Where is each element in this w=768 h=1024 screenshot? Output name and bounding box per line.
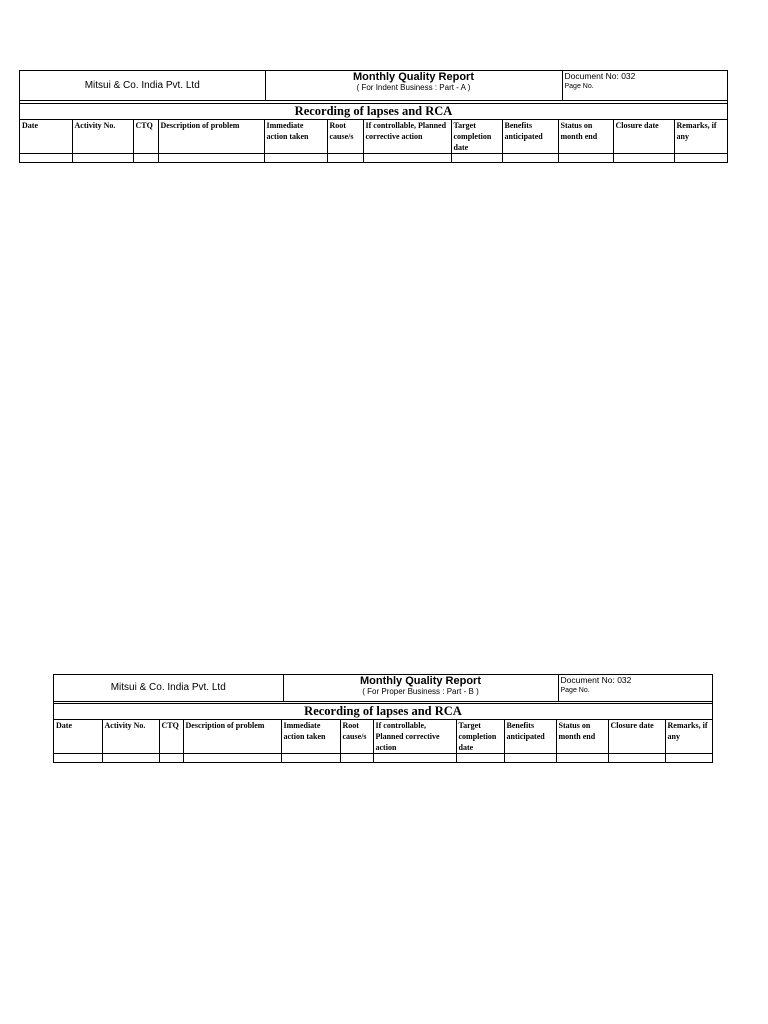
section-title: Recording of lapses and RCA bbox=[20, 103, 727, 120]
cell[interactable] bbox=[674, 153, 727, 162]
cell[interactable] bbox=[608, 753, 665, 762]
cell[interactable] bbox=[613, 153, 674, 162]
cell[interactable] bbox=[20, 153, 72, 162]
document-number: Document No: 032 bbox=[560, 675, 632, 685]
col-remarks: Remarks, if any bbox=[665, 720, 712, 754]
report-title-cell bbox=[265, 71, 562, 100]
report-subtitle: ( For Indent Business : Part - A ) bbox=[356, 83, 471, 92]
column-header-row bbox=[20, 120, 727, 154]
table-row bbox=[20, 153, 727, 162]
col-activity-no: Activity No. bbox=[102, 720, 159, 754]
col-date: Date bbox=[20, 120, 72, 154]
document-number: Document No: 032 bbox=[564, 71, 636, 81]
cell[interactable] bbox=[665, 753, 712, 762]
cell[interactable] bbox=[102, 753, 159, 762]
cell[interactable] bbox=[264, 153, 327, 162]
page-number: Page No. bbox=[560, 687, 590, 694]
lapses-table bbox=[54, 720, 712, 762]
col-immediate-action: Immediate action taken bbox=[264, 120, 327, 154]
company-name: Mitsui & Co. India Pvt. Ltd bbox=[20, 71, 265, 100]
cell[interactable] bbox=[451, 153, 502, 162]
col-closure-date: Closure date bbox=[608, 720, 665, 754]
col-corrective-action: If controllable, Planned corrective action bbox=[373, 720, 456, 754]
col-status: Status on month end bbox=[556, 720, 608, 754]
report-title: Monthly Quality Report bbox=[360, 675, 481, 687]
col-closure-date: Closure date bbox=[613, 120, 674, 154]
cell[interactable] bbox=[504, 753, 556, 762]
report-title: Monthly Quality Report bbox=[353, 71, 474, 83]
report-title-cell bbox=[283, 675, 558, 701]
col-description: Description of problem bbox=[158, 120, 264, 154]
col-date: Date bbox=[54, 720, 102, 754]
cell[interactable] bbox=[159, 753, 183, 762]
col-target-date: Target completion date bbox=[456, 720, 504, 754]
cell[interactable] bbox=[183, 753, 281, 762]
quality-report-form-a bbox=[19, 70, 728, 163]
col-ctq: CTQ bbox=[133, 120, 158, 154]
table-row bbox=[54, 753, 712, 762]
quality-report-form-b bbox=[53, 674, 713, 763]
document-info bbox=[558, 675, 712, 701]
cell[interactable] bbox=[340, 753, 373, 762]
col-description: Description of problem bbox=[183, 720, 281, 754]
col-benefits: Benefits anticipated bbox=[504, 720, 556, 754]
cell[interactable] bbox=[54, 753, 102, 762]
lapses-table bbox=[20, 120, 727, 162]
col-root-cause: Root cause/s bbox=[340, 720, 373, 754]
company-name: Mitsui & Co. India Pvt. Ltd bbox=[54, 675, 283, 701]
column-header-row bbox=[54, 720, 712, 754]
cell[interactable] bbox=[363, 153, 451, 162]
cell[interactable] bbox=[558, 153, 613, 162]
col-activity-no: Activity No. bbox=[72, 120, 133, 154]
header-table bbox=[20, 71, 727, 101]
col-ctq: CTQ bbox=[159, 720, 183, 754]
report-subtitle: ( For Proper Business : Part - B ) bbox=[362, 687, 479, 696]
section-title: Recording of lapses and RCA bbox=[54, 703, 712, 720]
cell[interactable] bbox=[373, 753, 456, 762]
cell[interactable] bbox=[456, 753, 504, 762]
col-root-cause: Root cause/s bbox=[327, 120, 363, 154]
cell[interactable] bbox=[556, 753, 608, 762]
cell[interactable] bbox=[133, 153, 158, 162]
cell[interactable] bbox=[327, 153, 363, 162]
col-corrective-action: If controllable, Planned corrective action bbox=[363, 120, 451, 154]
col-immediate-action: Immediate action taken bbox=[281, 720, 340, 754]
col-target-date: Target completion date bbox=[451, 120, 502, 154]
col-benefits: Benefits anticipated bbox=[502, 120, 558, 154]
cell[interactable] bbox=[502, 153, 558, 162]
col-remarks: Remarks, if any bbox=[674, 120, 727, 154]
header-table bbox=[54, 675, 712, 702]
cell[interactable] bbox=[281, 753, 340, 762]
cell[interactable] bbox=[158, 153, 264, 162]
page-number: Page No. bbox=[564, 83, 594, 90]
document-info bbox=[562, 71, 727, 100]
cell[interactable] bbox=[72, 153, 133, 162]
col-status: Status on month end bbox=[558, 120, 613, 154]
